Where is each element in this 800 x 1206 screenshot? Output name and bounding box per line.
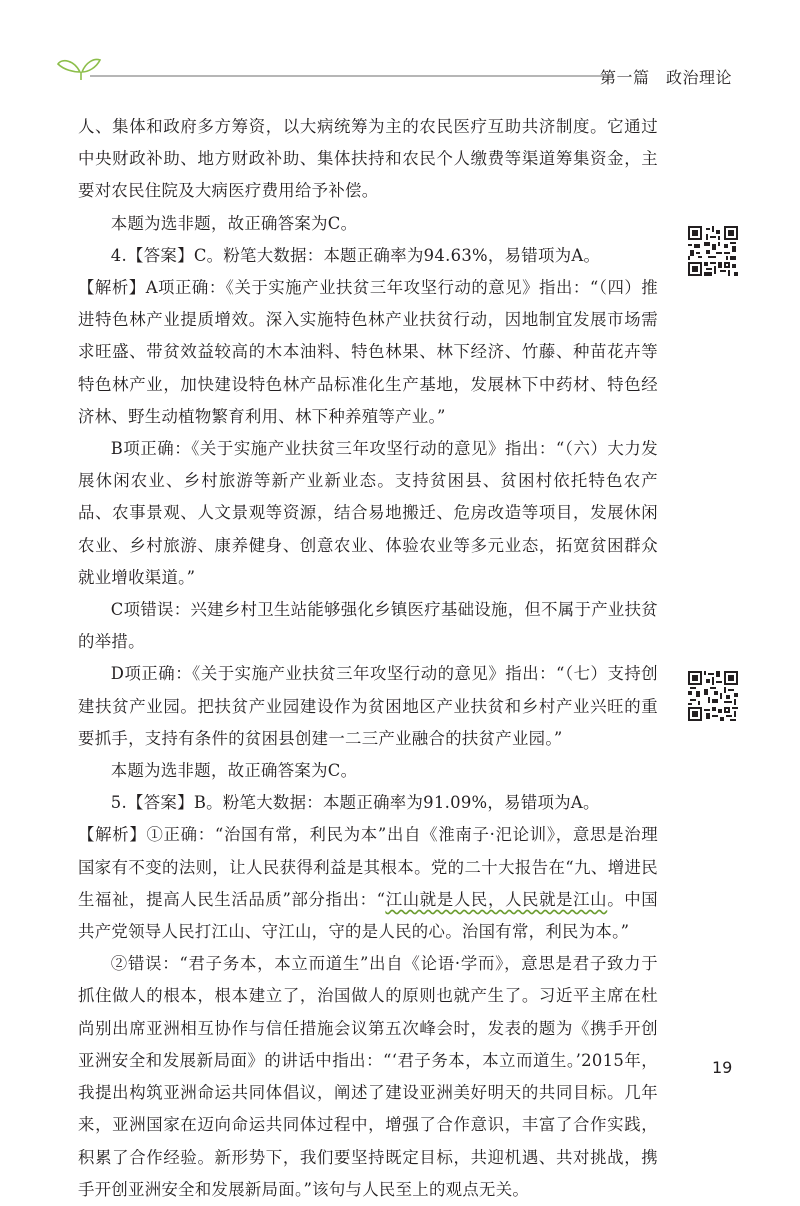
section-title: 第一篇 政治理论 bbox=[599, 68, 732, 87]
q4-option-d: D项正确：《关于实施产业扶贫三年攻坚行动的意见》指出：“（七）支持创建扶贫产业园。把扶贫产业园建设作为贫困地区产业扶贫和乡村产业兴旺的重要抓手，支持有条件的贫困县创建一二三产业融合的扶贫产业园。” bbox=[78, 664, 658, 748]
answer-label: 【答案】 bbox=[127, 245, 194, 265]
q5-item1-post: 。中国共产党领导人民打江山、守江山，守的是人民的心。治国有常，利民为本。” bbox=[78, 889, 659, 942]
paragraph: 本题为选非题，故正确答案为C。 bbox=[110, 213, 358, 233]
q5-number: 5. bbox=[110, 793, 128, 813]
q4-conclusion: 本题为选非题，故正确答案为C。 bbox=[110, 761, 358, 781]
answer-label: 【答案】 bbox=[127, 793, 194, 813]
qr-code-icon[interactable] bbox=[688, 671, 738, 721]
q4-analysis-a-text: A项正确：《关于实施产业扶贫三年攻坚行动的意见》指出：“（四）推进特色林产业提质增效。深入实施特色林产业扶贫行动，因地制宜发展市场需求旺盛、带贫效益较高的木本油料、特色林果、林下经济、竹藤、种苗花卉等特色林产业，加快建设特色林产品标准化生产基地，发展林下中药材、特色经济林、野生动植物繁育利用、林下种养殖等产业。” bbox=[78, 278, 658, 426]
q5-answer-line bbox=[78, 787, 658, 819]
q5-answer-text: B。粉笔大数据：本题正确率为91.09%，易错项为A。 bbox=[193, 793, 600, 813]
q4-answer-line bbox=[78, 240, 658, 272]
page-header bbox=[0, 0, 800, 100]
wavy-underlined-quote: 江山就是人民，人民就是江山 bbox=[385, 889, 608, 909]
q4-option-c: C项错误：兴建乡村卫生站能够强化乡镇医疗基础设施，但不属于产业扶贫的举措。 bbox=[78, 600, 658, 652]
qr-code-icon[interactable] bbox=[688, 226, 738, 276]
page-number: 19 bbox=[712, 1058, 733, 1077]
q4-answer-text: C。粉笔大数据：本题正确率为94.63%，易错项为A。 bbox=[193, 245, 601, 265]
q5-item1-pre: ①正确：“治国有常，利民为本”出自《淮南子·汜论训》，意思是治理国家有不变的法则，让人民获得利益是其根本。党的二十大报告在“九、增进民生福祉，提高人民生活品质”部分指出：“ bbox=[78, 825, 659, 909]
q5-analysis-item1 bbox=[78, 819, 658, 948]
analysis-label: 【解析】 bbox=[78, 278, 146, 298]
analysis-label: 【解析】 bbox=[78, 825, 147, 845]
q5-analysis-item2: ②错误：“君子务本，本立而道生”出自《论语·学而》，意思是君子致力于抓住做人的根本，根本建立了，治国做人的原则也就产生了。习近平主席在杜尚别出席亚洲相互协作与信任措施会议第五次峰会时，发表的题为《携手开创亚洲安全和发展新局面》的讲话中指出：“‘君子务本，本立而道生。’2015年，我提出构筑亚洲命运共同体倡议，阐述了建设亚洲美好明天的共同目标。几年来，亚洲国家在迈向命运共同体过程中，增强了合作意识，丰富了合作实践，积累了合作经验。新形势下，我们要坚持既定目标，共迎机遇、共对挑战，携手开创亚洲安全和发展新局面。”该句与人民至上的观点无关。 bbox=[78, 954, 658, 1199]
leaf-icon bbox=[58, 60, 100, 81]
q4-analysis-a bbox=[78, 272, 658, 433]
q4-option-b: B项正确：《关于实施产业扶贫三年攻坚行动的意见》指出：“（六）大力发展休闲农业、乡村旅游等新产业新业态。支持贫困县、贫困村依托特色农产品、农事景观、人文景观等资源，结合易地搬迁、危房改造等项目，发展休闲农业、乡村旅游、康养健身、创意农业、体验农业等多元业态，拓宽贫困群众就业增收渠道。” bbox=[78, 439, 658, 587]
page-content bbox=[78, 111, 658, 1206]
q4-number: 4. bbox=[110, 245, 128, 265]
paragraph: 人、集体和政府多方筹资，以大病统筹为主的农民医疗互助共济制度。它通过中央财政补助、地方财政补助、集体扶持和农民个人缴费等渠道筹集资金，主要对农民住院及大病医疗费用给予补偿。 bbox=[78, 117, 658, 201]
